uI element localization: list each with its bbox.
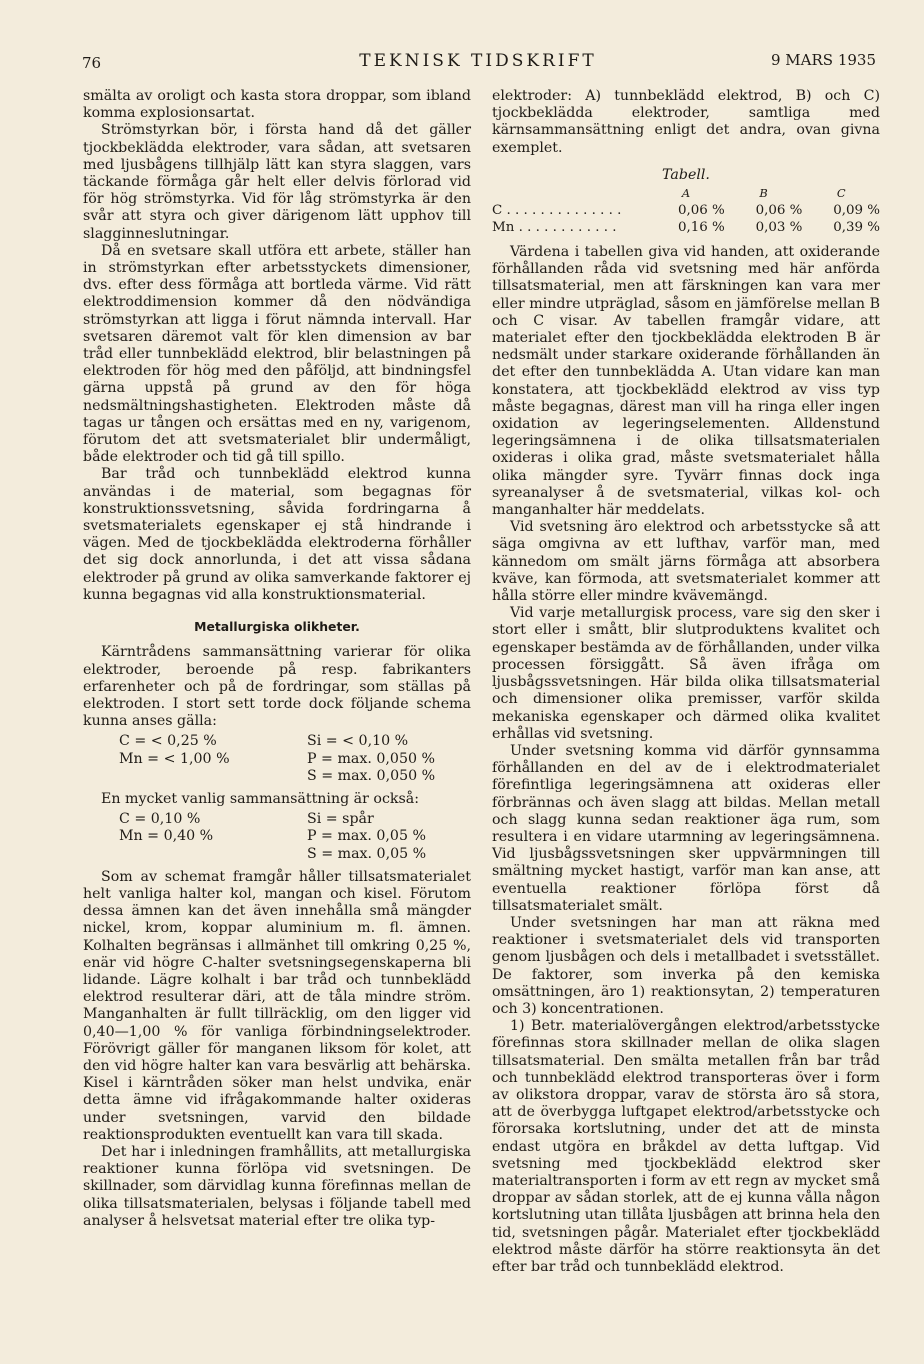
formula-line: C = 0,10 %	[119, 811, 201, 828]
formula-line	[83, 768, 277, 785]
right-column	[492, 88, 880, 1276]
row-label: Mn . . . . . . . . . . . .	[492, 220, 617, 236]
page-number: 76	[82, 54, 102, 72]
formula-line: Si = spår	[307, 811, 374, 828]
paragraph: Då en svetsare skall utföra ett arbete, ställer han in strömstyrkan efter arbetsstyckets dimensioner, dvs. efter dess förmåga att bortleda värme. Vid rätt elektroddimension kommer då den nödvändiga strömstyrkan att ligga i förut nämnda intervall. Har svetsaren däremot valt för klen dimension av bar tråd eller tunnbeklädd elektrod, blir belastningen på elektroden för hög med den påföljd, att bindningsfel gärna uppstå på grund av den för höga nedsmältningshastigheten. Elektroden måste då tagas ur tången och ersättas med en ny, varigenom, förutom det att svetsmaterialet blir undermåligt, både elektroder och tid gå till spillo.	[83, 242, 471, 466]
composition-schema-1	[83, 733, 471, 785]
paragraph: Under svetsning komma vid därför gynnsamma förhållanden en del av de i elektrodmaterialet förefintliga legeringsämnena att oxideras eller förbrännas och även slagg att bildas. Mellan metall och slagg kunna sedan reaktioner äga rum, som resultera i en vidare utarmning av legeringsämnena. Vid ljusbågssvetsningen sker uppvärmningen till smältning mycket hastigt, varför man kan anse, att eventuella reaktioner förlöpa först då tillsatsmaterialet smält.	[492, 742, 880, 914]
paragraph: Kärntrådens sammansättning varierar för olika elektroder, beroende på resp. fabrikanters erfarenheter och på de fordringar, som ställas på elektroden. I stort sett torde dock följande schema kunna anses gälla:	[83, 644, 471, 730]
formula-line: S = max. 0,050 %	[307, 767, 436, 784]
paragraph: Vid svetsning äro elektrod och arbetsstycke så att säga omgivna av ett lufthav, varför man, med kännedom om smält järns förmåga att absorbera kväve, kan förmoda, att svetsmaterialet kommer att hålla större eller mindre kvävemängd.	[492, 519, 880, 605]
formula-line: P = max. 0,050 %	[307, 750, 435, 767]
section-heading: Metallurgiska olikheter.	[194, 619, 360, 635]
column-header: B	[759, 186, 768, 201]
paragraph: Vid varje metallurgisk process, vare sig den sker i stort eller i smått, blir slutproduktens kvalitet och egenskaper bestämda av de förhållanden, under vilka processen försiggått. Så även ifråga om ljusbågssvetsningen. Här bilda olika tillsatsmaterial och dimensioner olika premisser, varför skilda mekaniska egenskaper och därmed olika kvalitet erhållas vid svetsning.	[492, 605, 880, 742]
table-cell: 0,06 %	[677, 203, 725, 219]
formula-line: S = max. 0,05 %	[307, 845, 427, 862]
composition-schema-2	[83, 811, 471, 863]
page-header	[80, 48, 876, 74]
paragraph: smälta av oroligt och kasta stora droppar, som ibland komma explosionsartat.	[83, 88, 471, 122]
table-cell: 0,09 %	[833, 203, 880, 219]
analysis-table	[492, 185, 880, 236]
table-header-row	[492, 185, 880, 202]
formula-line: Mn = 0,40 %	[119, 828, 214, 845]
row-label: C . . . . . . . . . . . . . .	[492, 203, 622, 219]
paragraph: Strömstyrkan bör, i första hand då det gäller tjockbeklädda elektroder, vara sådan, att svetsaren med ljusbågens tillhjälp lätt kan styra slaggen, vars täckande förmåga går helt eller delvis förlorad vid för hög strömstyrka. Vid för låg strömstyrka är den svår att styra och giver därigenom lätt upphov till slagginneslutningar.	[83, 122, 471, 242]
column-header: C	[836, 186, 846, 201]
table-row	[492, 202, 880, 219]
paragraph: En mycket vanlig sammansättning är också:	[101, 790, 420, 807]
formula-line: Mn = < 1,00 %	[119, 750, 230, 767]
paragraph: elektroder: A) tunnbeklädd elektrod, B) och C) tjockbeklädda elektroder, samtliga med kärnsammansättning enligt det andra, ovan givna exemplet.	[492, 88, 880, 156]
issue-date: 9 MARS 1935	[770, 51, 876, 69]
table-cell: 0,03 %	[755, 220, 803, 236]
paragraph: Bar tråd och tunnbeklädd elektrod kunna användas i de material, som begagnas för konstruktionssvetsning, såvida fordringarna å svetsmaterialets egenskaper ej stå hindrande i vägen. Med de tjockbeklädda elektroderna förhåller det sig dock annorlunda, i det att vissa sådana elektroder på grund av olika samverkande faktorer ej kunna begagnas vid alla konstruktionsmaterial.	[83, 466, 471, 603]
formula-line: Si = < 0,10 %	[307, 733, 409, 750]
paragraph: Det har i inledningen framhållits, att metallurgiska reaktioner kunna förlöpa vid svetsningen. De skillnader, som därvidlag kunna förefinnas mellan de olika tillsatsmaterialen, belysas i följande tabell med analyser å helsvetsat material efter tre olika typ-	[83, 1143, 471, 1229]
paragraph: 1) Betr. materialövergången elektrod/arbetsstycke förefinnas stora skillnader mellan de olika slagen tillsatsmaterial. Den smälta metallen från bar tråd och tunnbeklädd elektrod transporteras över i form av olikstora droppar, varav de största äro så stora, att de överbygga luftgapet elektrod/arbetsstycke och förorsaka kortslutning, under det att de minsta endast utgöra en bråkdel av detta luftgap. Vid svetsning med tjockbeklädd elektrod sker materialtransporten i form av ett regn av mycket små droppar av sådan storlek, att de ej kunna vålla någon kortslutning utan tillåta ljusbågen att brinna hela den tid, svetsningen pågår. Materialet efter tjockbeklädd elektrod måste därför ha större reaktionsyta än det efter bar tråd och tunnbeklädd elektrod.	[492, 1018, 880, 1275]
table-row	[492, 219, 880, 236]
formula-line: C = < 0,25 %	[119, 733, 217, 750]
table-cell: 0,16 %	[677, 220, 725, 236]
table-cell: 0,39 %	[833, 220, 880, 236]
column-header: A	[681, 186, 691, 201]
table-cell: 0,06 %	[755, 203, 803, 219]
journal-title: TEKNISK TIDSKRIFT	[359, 51, 597, 71]
formula-line	[83, 846, 277, 863]
table-caption: Tabell.	[662, 166, 710, 183]
paragraph: Under svetsningen har man att räkna med reaktioner i svetsmaterialet dels vid transporten genom ljusbågen och dels i metallbadet i svetsstället. De faktorer, som inverka på den kemiska omsättningen, äro 1) reaktionsytan, 2) temperaturen och 3) koncentrationen.	[492, 914, 880, 1017]
formula-line: P = max. 0,05 %	[307, 828, 426, 845]
paragraph: Värdena i tabellen giva vid handen, att oxiderande förhållanden råda vid svetsning med här anförda tillsatsmaterial, men att färskningen kan vara mer eller mindre utpräglad, såsom en jämförelse mellan B och C visar. Av tabellen framgår vidare, att materialet efter den tjockbeklädda elektroden B är nedsmält under starkare oxiderande förhållanden än det efter den tunnbeklädda A. Utan vidare kan man konstatera, att tjockbeklädd elektrod av viss typ måste begagnas, därest man vill ha ringa eller ingen oxidation av legeringselementen. Alldenstund legeringsämnena i de olika tillsatsmaterialen oxideras i olika grad, måste svetsmaterialet hålla olika mängder syre. Tyvärr finnas dock inga syreanalyser å de svetsmaterial, vilkas kol- och manganhalter här meddelats.	[492, 244, 880, 519]
paragraph: Som av schemat framgår håller tillsatsmaterialet helt vanliga halter kol, mangan och kisel. Förutom dessa ämnen kan det även innehålla små mängder nickel, krom, koppar aluminium m. fl. ämnen. Kolhalten begränsas i allmänhet till omkring 0,25 %, enär vid högre C-halter svetsningsegenskaperna bli lidande. Lägre kolhalt i bar tråd och tunnbeklädd elektrod resulterar däri, att de tåla mindre ström. Manganhalten är fullt tillräcklig, om den ligger vid 0,40—1,00 % för vanliga förbindningselektroder. Förövrigt gäller för manganen liksom för kolet, att den vid högre halter kan vara besvärlig att behärska. Kisel i kärntråden söker man helst undvika, enär detta ämne vid ifrågakommande halter oxideras under svetsningen, varvid den bildade reaktionsprodukten eventuellt kan vara till skada.	[83, 868, 471, 1143]
left-column	[83, 88, 471, 1230]
